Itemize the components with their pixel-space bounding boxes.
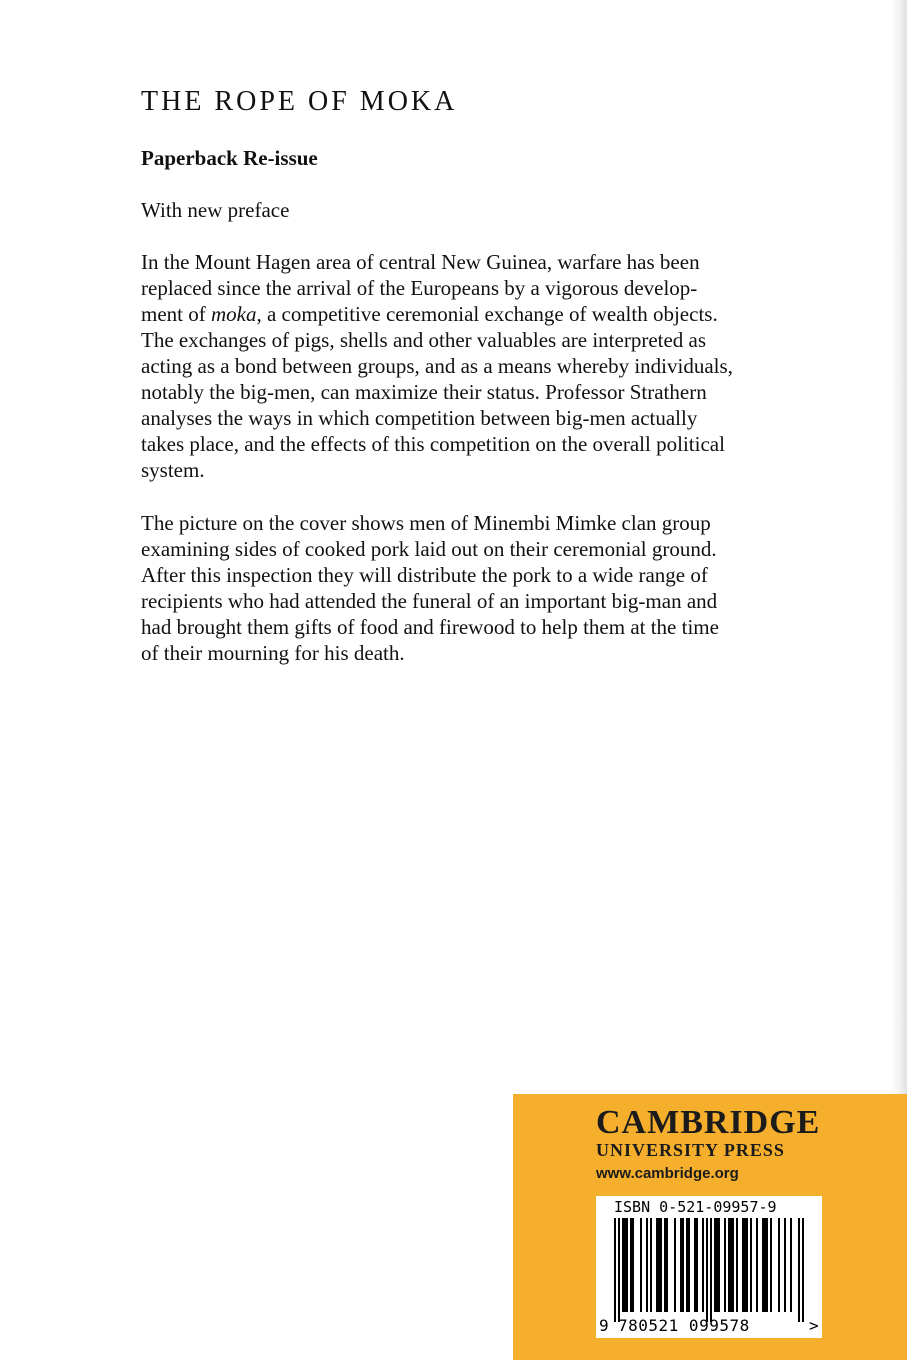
- isbn-label: ISBN 0-521-09957-9: [614, 1198, 777, 1216]
- barcode-bar: [630, 1218, 632, 1312]
- blurb-line: replaced since the arrival of the Europeans by a vigorous develop-: [141, 276, 698, 300]
- barcode-bar: [732, 1218, 734, 1312]
- barcode-bar: [750, 1218, 752, 1312]
- barcode-bar: [696, 1218, 698, 1312]
- barcode-guard-bar: [710, 1218, 712, 1322]
- barcode-bar: [790, 1218, 792, 1312]
- barcode-guard-bar: [614, 1218, 616, 1322]
- barcode-bar: [778, 1218, 780, 1312]
- barcode-bar: [646, 1218, 648, 1312]
- blurb-line: examining sides of cooked pork laid out on their ceremonial ground.: [141, 537, 717, 561]
- barcode-bar: [626, 1218, 628, 1312]
- barcode-guard-bar: [618, 1218, 620, 1322]
- barcode-bar: [718, 1218, 720, 1312]
- barcode-bar: [766, 1218, 768, 1312]
- publisher-name: CAMBRIDGE: [596, 1104, 821, 1141]
- barcode-bar: [624, 1218, 626, 1312]
- blurb-line: [141, 301, 781, 327]
- barcode-bar: [622, 1218, 624, 1312]
- barcode-bar: [658, 1218, 660, 1312]
- barcode-guard-bar: [798, 1218, 800, 1322]
- barcode-bar: [702, 1218, 704, 1312]
- barcode-guard-bar: [706, 1218, 708, 1322]
- blurb-line: After this inspection they will distribute the pork to a wide range of: [141, 563, 708, 587]
- edition-label: Paperback Re-issue: [141, 146, 318, 170]
- blurb-line: system.: [141, 458, 205, 482]
- barcode-bar: [730, 1218, 732, 1312]
- blurb-line: analyses the ways in which competition between big-men actually: [141, 406, 698, 430]
- barcode-bar: [632, 1218, 634, 1312]
- blurb-line: had brought them gifts of food and firewood to help them at the time: [141, 615, 719, 639]
- blurb-line-end: , a competitive ceremonial exchange of wealth objects.: [256, 302, 718, 326]
- barcode-bar: [744, 1218, 746, 1312]
- blurb-line: In the Mount Hagen area of central New Guinea, warfare has been: [141, 250, 700, 274]
- barcode-bar: [736, 1218, 738, 1312]
- barcode-bar: [680, 1218, 682, 1312]
- barcode-bar: [724, 1218, 726, 1312]
- barcode-bar: [762, 1218, 764, 1312]
- barcode-bar: [746, 1218, 748, 1312]
- barcode-bar: [770, 1218, 772, 1312]
- barcode-bar: [682, 1218, 684, 1312]
- barcode-bar: [664, 1218, 666, 1312]
- blurb-line: notably the big-men, can maximize their status. Professor Strathern: [141, 380, 707, 404]
- barcode-bar: [660, 1218, 662, 1312]
- blurb-line-start: ment of: [141, 302, 211, 326]
- publisher-subname: UNIVERSITY PRESS: [596, 1140, 785, 1160]
- barcode-bar: [756, 1218, 758, 1312]
- publisher-panel: [513, 1094, 907, 1360]
- ean-digits: 780521 099578: [618, 1316, 750, 1335]
- blurb-line: acting as a bond between groups, and as a means whereby individuals,: [141, 354, 733, 378]
- blurb-line: The picture on the cover shows men of Minembi Mimke clan group: [141, 511, 711, 535]
- barcode-bar: [742, 1218, 744, 1312]
- blurb-line: recipients who had attended the funeral of an important big-man and: [141, 589, 718, 613]
- barcode-bar: [666, 1218, 668, 1312]
- blurb-line: takes place, and the effects of this competition on the overall political: [141, 432, 725, 456]
- quiet-zone-marker: >: [809, 1316, 819, 1335]
- barcode-bar: [686, 1218, 688, 1312]
- barcode-bar: [650, 1218, 652, 1312]
- moka-term: moka: [210, 302, 257, 326]
- barcode-bar: [764, 1218, 766, 1312]
- book-title: THE ROPE OF MOKA: [141, 86, 458, 117]
- barcode-bar: [728, 1218, 730, 1312]
- ean-first-digit: 9: [599, 1316, 609, 1335]
- barcode-bar: [716, 1218, 718, 1312]
- barcode-bar: [640, 1218, 642, 1312]
- barcode-bar: [674, 1218, 676, 1312]
- blurb-line: of their mourning for his death.: [141, 641, 405, 665]
- barcode-bar: [694, 1218, 696, 1312]
- blurb-paragraph-1: [141, 249, 781, 483]
- publisher-url: www.cambridge.org: [596, 1165, 739, 1182]
- barcode-bar: [688, 1218, 690, 1312]
- barcode-guard-bar: [802, 1218, 804, 1322]
- barcode-bar: [714, 1218, 716, 1312]
- barcode-bar: [784, 1218, 786, 1312]
- preface-note: With new preface: [141, 198, 290, 222]
- blurb-paragraph-2: [141, 510, 781, 666]
- blurb-line: The exchanges of pigs, shells and other valuables are interpreted as: [141, 328, 707, 352]
- barcode-bar: [656, 1218, 658, 1312]
- barcode-box: [596, 1196, 822, 1338]
